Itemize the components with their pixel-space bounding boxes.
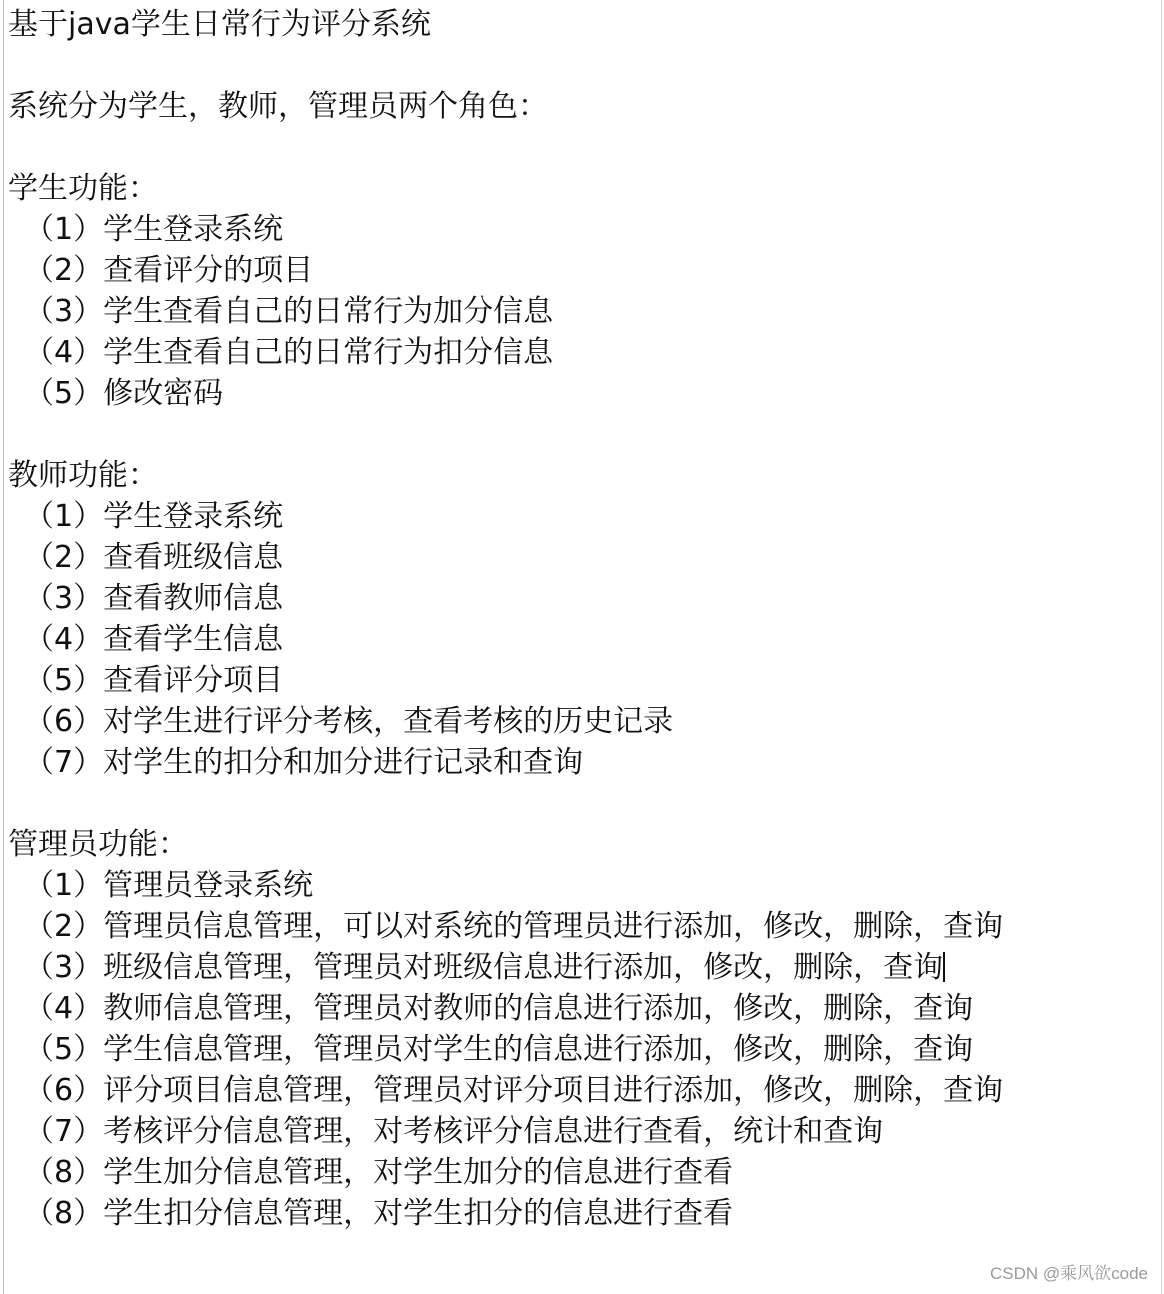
item-text: 学生登录系统 <box>103 212 284 247</box>
item-number: （3） <box>24 950 104 985</box>
list-item <box>8 988 1144 1029</box>
item-text: 班级信息管理，管理员对班级信息进行添加，修改，删除，查询 <box>103 950 944 985</box>
item-text: 查看评分的项目 <box>103 253 314 288</box>
list-item <box>8 1193 1144 1234</box>
item-number: （3） <box>24 581 104 616</box>
list-item <box>8 906 1144 947</box>
item-number: （5） <box>24 663 104 698</box>
spacer <box>8 127 1144 168</box>
list-item <box>8 537 1144 578</box>
list-item <box>8 209 1144 250</box>
item-text: 学生查看自己的日常行为加分信息 <box>103 294 554 329</box>
item-number: （1） <box>24 868 104 903</box>
item-number: （3） <box>24 294 104 329</box>
item-number: （7） <box>24 1114 104 1149</box>
item-text: 学生登录系统 <box>103 499 284 534</box>
item-number: （6） <box>24 704 104 739</box>
item-text: 评分项目信息管理，管理员对评分项目进行添加，修改，删除，查询 <box>103 1073 1004 1108</box>
item-text: 考核评分信息管理，对考核评分信息进行查看，统计和查询 <box>103 1114 884 1149</box>
section-heading: 学生功能： <box>8 171 158 206</box>
item-text: 学生扣分信息管理，对学生扣分的信息进行查看 <box>103 1196 734 1231</box>
item-text: 查看教师信息 <box>103 581 284 616</box>
item-number: （8） <box>24 1155 104 1190</box>
document-body <box>8 4 1144 1234</box>
item-number: （2） <box>24 909 104 944</box>
item-number: （4） <box>24 622 104 657</box>
list-item <box>8 332 1144 373</box>
list-item <box>8 660 1144 701</box>
list-item <box>8 619 1144 660</box>
item-number: （4） <box>24 991 104 1026</box>
item-text: 对学生进行评分考核，查看考核的历史记录 <box>103 704 674 739</box>
spacer <box>8 45 1144 86</box>
item-text: 学生信息管理，管理员对学生的信息进行添加，修改，删除，查询 <box>103 1032 974 1067</box>
item-number: （8） <box>24 1196 104 1231</box>
list-item <box>8 865 1144 906</box>
intro-line: 系统分为学生，教师，管理员两个角色： <box>8 89 548 124</box>
right-border <box>1161 0 1162 1294</box>
item-number: （5） <box>24 376 104 411</box>
list-item <box>8 496 1144 537</box>
item-number: （6） <box>24 1073 104 1108</box>
list-item <box>8 1029 1144 1070</box>
item-number: （7） <box>24 745 104 780</box>
spacer <box>8 414 1144 455</box>
item-number: （2） <box>24 540 104 575</box>
item-text: 学生查看自己的日常行为扣分信息 <box>103 335 554 370</box>
item-text: 查看班级信息 <box>103 540 284 575</box>
list-item <box>8 373 1144 414</box>
item-number: （1） <box>24 212 104 247</box>
item-number: （2） <box>24 253 104 288</box>
item-text: 修改密码 <box>103 376 224 411</box>
list-item <box>8 742 1144 783</box>
item-text: 查看学生信息 <box>103 622 284 657</box>
item-text: 管理员信息管理，可以对系统的管理员进行添加，修改，删除，查询 <box>103 909 1004 944</box>
doc-title: 基于java学生日常行为评分系统 <box>8 7 431 42</box>
csdn-watermark: CSDN @乘风欲code <box>989 1264 1148 1283</box>
list-item <box>8 291 1144 332</box>
item-text: 查看评分项目 <box>103 663 284 698</box>
section-heading: 管理员功能： <box>8 827 188 862</box>
spacer <box>8 783 1144 824</box>
item-text: 教师信息管理，管理员对教师的信息进行添加，修改，删除，查询 <box>103 991 974 1026</box>
admin-section <box>8 824 1144 1234</box>
list-item <box>8 1070 1144 1111</box>
student-section <box>8 168 1144 414</box>
list-item <box>8 701 1144 742</box>
list-item <box>8 250 1144 291</box>
item-text: 学生加分信息管理，对学生加分的信息进行查看 <box>103 1155 734 1190</box>
teacher-section <box>8 455 1144 783</box>
list-item <box>8 947 1144 988</box>
list-item <box>8 1111 1144 1152</box>
section-heading: 教师功能： <box>8 458 158 493</box>
list-item <box>8 578 1144 619</box>
text-cursor <box>943 952 945 982</box>
item-number: （4） <box>24 335 104 370</box>
item-number: （5） <box>24 1032 104 1067</box>
list-item <box>8 1152 1144 1193</box>
item-text: 对学生的扣分和加分进行记录和查询 <box>103 745 584 780</box>
item-text: 管理员登录系统 <box>103 868 314 903</box>
left-border <box>3 0 4 1294</box>
item-number: （1） <box>24 499 104 534</box>
